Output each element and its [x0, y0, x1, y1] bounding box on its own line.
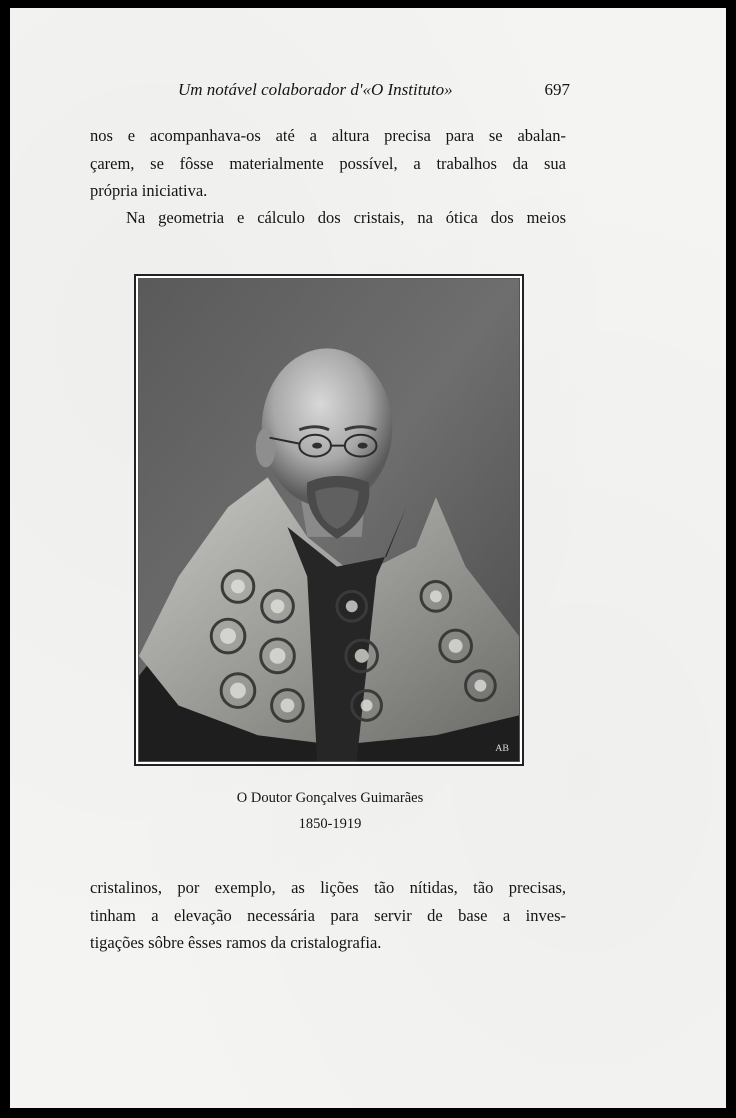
- portrait-illustration: [139, 279, 519, 761]
- portrait-photograph: [134, 274, 524, 766]
- text-line: nos e acompanhava-os até a altura precisa para se abalan-: [90, 126, 566, 145]
- document-page: [10, 8, 726, 1108]
- portrait-image: [138, 278, 520, 762]
- text-line: Na geometria e cálculo dos cristais, na ótica dos meios: [126, 208, 566, 227]
- paragraph-continued: [90, 122, 566, 205]
- running-title: Um notável colaborador d'«O Instituto»: [178, 80, 453, 99]
- figure-caption-years: 1850-1919: [298, 816, 362, 832]
- text-line: própria iniciativa.: [90, 181, 208, 200]
- page-number: 697: [544, 80, 570, 99]
- text-line: tigações sôbre êsses ramos da cristalografia.: [90, 933, 382, 952]
- text-line: cristalinos, por exemplo, as lições tão nítidas, tão precisas,: [90, 878, 566, 897]
- paragraph-crystalline: [90, 874, 566, 957]
- svg-text:AB: AB: [495, 743, 509, 755]
- figure-caption-name: O Doutor Gonçalves Guimarães: [236, 790, 424, 806]
- text-line: çarem, se fôsse materialmente possível, a trabalhos da sua: [90, 153, 566, 173]
- running-header: [120, 80, 580, 104]
- text-line: tinham a elevação necessária para servir de base a inves-: [90, 905, 566, 925]
- paragraph-geometry: [90, 204, 566, 232]
